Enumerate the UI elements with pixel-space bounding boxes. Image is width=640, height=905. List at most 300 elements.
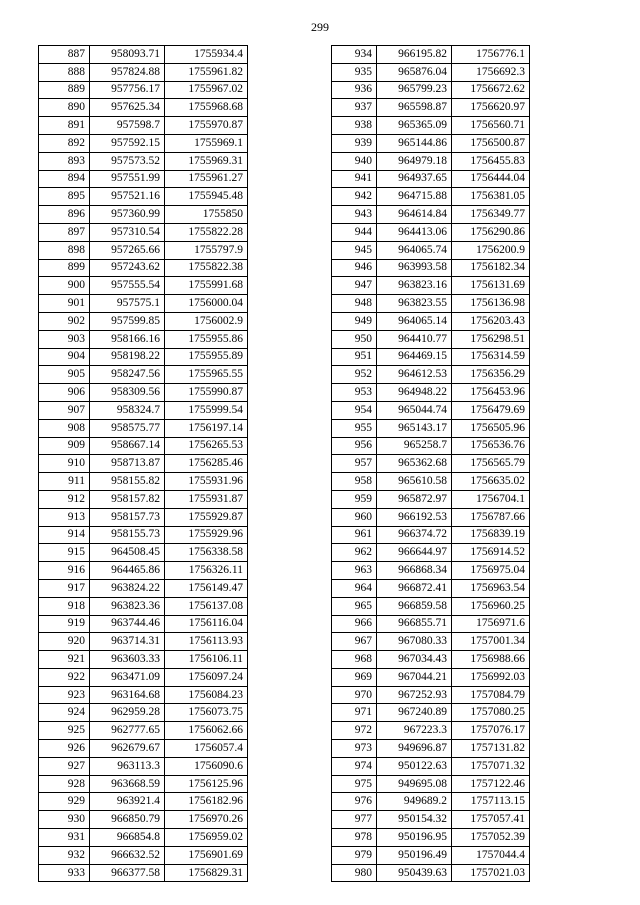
point-number-cell: 959 <box>332 490 377 508</box>
point-number-cell: 899 <box>39 259 90 277</box>
x-coordinate-cell: 966854.8 <box>90 829 165 847</box>
table-row <box>39 188 248 206</box>
table-row <box>39 757 248 775</box>
table-row <box>332 615 530 633</box>
y-coordinate-cell: 1756536.76 <box>452 437 530 455</box>
y-coordinate-cell: 1756106.11 <box>165 651 248 669</box>
x-coordinate-cell: 950439.63 <box>377 864 452 882</box>
x-coordinate-cell: 957310.54 <box>90 223 165 241</box>
y-coordinate-cell: 1756635.02 <box>452 473 530 491</box>
point-number-cell: 955 <box>332 419 377 437</box>
table-row <box>332 775 530 793</box>
point-number-cell: 917 <box>39 579 90 597</box>
table-row <box>332 348 530 366</box>
y-coordinate-cell: 1756326.11 <box>165 562 248 580</box>
table-row <box>39 846 248 864</box>
table-row <box>39 223 248 241</box>
point-number-cell: 939 <box>332 134 377 152</box>
x-coordinate-cell: 964612.53 <box>377 366 452 384</box>
table-row <box>332 259 530 277</box>
table-row <box>332 277 530 295</box>
coordinates-table-left <box>38 45 248 882</box>
y-coordinate-cell: 1755965.55 <box>165 366 248 384</box>
point-number-cell: 926 <box>39 740 90 758</box>
x-coordinate-cell: 958324.7 <box>90 401 165 419</box>
y-coordinate-cell: 1756002.9 <box>165 312 248 330</box>
point-number-cell: 938 <box>332 117 377 135</box>
table-row <box>332 223 530 241</box>
point-number-cell: 973 <box>332 740 377 758</box>
x-coordinate-cell: 963823.36 <box>90 597 165 615</box>
table-row <box>39 134 248 152</box>
y-coordinate-cell: 1755929.87 <box>165 508 248 526</box>
x-coordinate-cell: 950196.49 <box>377 846 452 864</box>
point-number-cell: 896 <box>39 206 90 224</box>
table-row <box>332 829 530 847</box>
x-coordinate-cell: 966377.58 <box>90 864 165 882</box>
point-number-cell: 933 <box>39 864 90 882</box>
x-coordinate-cell: 963714.31 <box>90 633 165 651</box>
table-row <box>332 490 530 508</box>
x-coordinate-cell: 965872.97 <box>377 490 452 508</box>
y-coordinate-cell: 1755822.28 <box>165 223 248 241</box>
table-row <box>39 63 248 81</box>
y-coordinate-cell: 1756125.96 <box>165 775 248 793</box>
y-coordinate-cell: 1755955.89 <box>165 348 248 366</box>
y-coordinate-cell: 1756314.59 <box>452 348 530 366</box>
x-coordinate-cell: 967080.33 <box>377 633 452 651</box>
point-number-cell: 954 <box>332 401 377 419</box>
y-coordinate-cell: 1756084.23 <box>165 686 248 704</box>
y-coordinate-cell: 1756097.24 <box>165 668 248 686</box>
point-number-cell: 930 <box>39 811 90 829</box>
table-row <box>39 579 248 597</box>
x-coordinate-cell: 964979.18 <box>377 152 452 170</box>
point-number-cell: 957 <box>332 455 377 473</box>
point-number-cell: 975 <box>332 775 377 793</box>
x-coordinate-cell: 958166.16 <box>90 330 165 348</box>
y-coordinate-cell: 1756787.66 <box>452 508 530 526</box>
table-row <box>39 544 248 562</box>
table-row <box>39 206 248 224</box>
y-coordinate-cell: 1756970.26 <box>165 811 248 829</box>
y-coordinate-cell: 1756381.05 <box>452 188 530 206</box>
table-row <box>332 811 530 829</box>
point-number-cell: 941 <box>332 170 377 188</box>
y-coordinate-cell: 1757131.82 <box>452 740 530 758</box>
y-coordinate-cell: 1755968.68 <box>165 99 248 117</box>
table-row <box>332 526 530 544</box>
y-coordinate-cell: 1757122.46 <box>452 775 530 793</box>
table-row <box>39 259 248 277</box>
y-coordinate-cell: 1755970.87 <box>165 117 248 135</box>
y-coordinate-cell: 1755945.48 <box>165 188 248 206</box>
x-coordinate-cell: 966632.52 <box>90 846 165 864</box>
table-row <box>332 241 530 259</box>
x-coordinate-cell: 966195.82 <box>377 46 452 64</box>
table-row <box>39 668 248 686</box>
point-number-cell: 944 <box>332 223 377 241</box>
x-coordinate-cell: 965876.04 <box>377 63 452 81</box>
y-coordinate-cell: 1757052.39 <box>452 829 530 847</box>
table-row <box>332 152 530 170</box>
x-coordinate-cell: 964413.06 <box>377 223 452 241</box>
y-coordinate-cell: 1756560.71 <box>452 117 530 135</box>
point-number-cell: 942 <box>332 188 377 206</box>
x-coordinate-cell: 966868.34 <box>377 562 452 580</box>
x-coordinate-cell: 963668.59 <box>90 775 165 793</box>
x-coordinate-cell: 958155.73 <box>90 526 165 544</box>
x-coordinate-cell: 958157.73 <box>90 508 165 526</box>
y-coordinate-cell: 1756073.75 <box>165 704 248 722</box>
y-coordinate-cell: 1756116.04 <box>165 615 248 633</box>
page-number: 299 <box>311 20 329 34</box>
table-row <box>332 312 530 330</box>
point-number-cell: 960 <box>332 508 377 526</box>
table-row <box>39 651 248 669</box>
table-row <box>332 864 530 882</box>
point-number-cell: 913 <box>39 508 90 526</box>
table-row <box>332 401 530 419</box>
point-number-cell: 971 <box>332 704 377 722</box>
point-number-cell: 900 <box>39 277 90 295</box>
x-coordinate-cell: 964465.86 <box>90 562 165 580</box>
point-number-cell: 966 <box>332 615 377 633</box>
x-coordinate-cell: 958198.22 <box>90 348 165 366</box>
point-number-cell: 972 <box>332 722 377 740</box>
table-row <box>332 46 530 64</box>
point-number-cell: 922 <box>39 668 90 686</box>
table-row <box>39 864 248 882</box>
table-row <box>39 366 248 384</box>
x-coordinate-cell: 957555.54 <box>90 277 165 295</box>
point-number-cell: 962 <box>332 544 377 562</box>
y-coordinate-cell: 1756453.96 <box>452 384 530 402</box>
x-coordinate-cell: 950196.95 <box>377 829 452 847</box>
point-number-cell: 961 <box>332 526 377 544</box>
x-coordinate-cell: 967240.89 <box>377 704 452 722</box>
point-number-cell: 951 <box>332 348 377 366</box>
point-number-cell: 923 <box>39 686 90 704</box>
x-coordinate-cell: 965799.23 <box>377 81 452 99</box>
table-row <box>332 366 530 384</box>
y-coordinate-cell: 1756692.3 <box>452 63 530 81</box>
x-coordinate-cell: 965362.68 <box>377 455 452 473</box>
y-coordinate-cell: 1757076.17 <box>452 722 530 740</box>
point-number-cell: 940 <box>332 152 377 170</box>
point-number-cell: 969 <box>332 668 377 686</box>
table-row <box>332 63 530 81</box>
table-row <box>39 99 248 117</box>
x-coordinate-cell: 965144.86 <box>377 134 452 152</box>
y-coordinate-cell: 1756182.96 <box>165 793 248 811</box>
y-coordinate-cell: 1756149.47 <box>165 579 248 597</box>
x-coordinate-cell: 963823.16 <box>377 277 452 295</box>
y-coordinate-cell: 1756136.98 <box>452 295 530 313</box>
y-coordinate-cell: 1755955.86 <box>165 330 248 348</box>
table-row <box>332 597 530 615</box>
point-number-cell: 904 <box>39 348 90 366</box>
x-coordinate-cell: 964937.65 <box>377 170 452 188</box>
point-number-cell: 964 <box>332 579 377 597</box>
table-row <box>39 277 248 295</box>
y-coordinate-cell: 1755990.87 <box>165 384 248 402</box>
point-number-cell: 963 <box>332 562 377 580</box>
point-number-cell: 979 <box>332 846 377 864</box>
y-coordinate-cell: 1756182.34 <box>452 259 530 277</box>
y-coordinate-cell: 1755969.1 <box>165 134 248 152</box>
point-number-cell: 929 <box>39 793 90 811</box>
point-number-cell: 934 <box>332 46 377 64</box>
x-coordinate-cell: 966192.53 <box>377 508 452 526</box>
y-coordinate-cell: 1756672.62 <box>452 81 530 99</box>
x-coordinate-cell: 958093.71 <box>90 46 165 64</box>
y-coordinate-cell: 1756298.51 <box>452 330 530 348</box>
y-coordinate-cell: 1756000.04 <box>165 295 248 313</box>
point-number-cell: 932 <box>39 846 90 864</box>
y-coordinate-cell: 1756338.58 <box>165 544 248 562</box>
x-coordinate-cell: 963471.09 <box>90 668 165 686</box>
y-coordinate-cell: 1755850 <box>165 206 248 224</box>
point-number-cell: 894 <box>39 170 90 188</box>
table-row <box>332 579 530 597</box>
point-number-cell: 911 <box>39 473 90 491</box>
y-coordinate-cell: 1755822.38 <box>165 259 248 277</box>
y-coordinate-cell: 1756776.1 <box>452 46 530 64</box>
table-row <box>39 312 248 330</box>
table-row <box>39 117 248 135</box>
y-coordinate-cell: 1755931.87 <box>165 490 248 508</box>
point-number-cell: 946 <box>332 259 377 277</box>
point-number-cell: 976 <box>332 793 377 811</box>
y-coordinate-cell: 1757080.25 <box>452 704 530 722</box>
y-coordinate-cell: 1756992.03 <box>452 668 530 686</box>
x-coordinate-cell: 963824.22 <box>90 579 165 597</box>
table-row <box>332 117 530 135</box>
table-row <box>332 99 530 117</box>
x-coordinate-cell: 965598.87 <box>377 99 452 117</box>
coordinates-table-right <box>331 45 530 882</box>
x-coordinate-cell: 967044.21 <box>377 668 452 686</box>
y-coordinate-cell: 1756113.93 <box>165 633 248 651</box>
point-number-cell: 892 <box>39 134 90 152</box>
x-coordinate-cell: 963113.3 <box>90 757 165 775</box>
x-coordinate-cell: 965044.74 <box>377 401 452 419</box>
point-number-cell: 889 <box>39 81 90 99</box>
y-coordinate-cell: 1756565.79 <box>452 455 530 473</box>
y-coordinate-cell: 1756197.14 <box>165 419 248 437</box>
x-coordinate-cell: 963993.58 <box>377 259 452 277</box>
table-row <box>39 526 248 544</box>
x-coordinate-cell: 957599.85 <box>90 312 165 330</box>
point-number-cell: 897 <box>39 223 90 241</box>
table-row <box>39 615 248 633</box>
table-row <box>39 829 248 847</box>
table-row <box>332 740 530 758</box>
point-number-cell: 887 <box>39 46 90 64</box>
table-row <box>332 846 530 864</box>
x-coordinate-cell: 965365.09 <box>377 117 452 135</box>
point-number-cell: 890 <box>39 99 90 117</box>
x-coordinate-cell: 957521.16 <box>90 188 165 206</box>
y-coordinate-cell: 1757071.32 <box>452 757 530 775</box>
table-row <box>39 170 248 188</box>
y-coordinate-cell: 1757084.79 <box>452 686 530 704</box>
table-row <box>39 401 248 419</box>
x-coordinate-cell: 963164.68 <box>90 686 165 704</box>
table-row <box>332 419 530 437</box>
point-number-cell: 916 <box>39 562 90 580</box>
point-number-cell: 921 <box>39 651 90 669</box>
point-number-cell: 948 <box>332 295 377 313</box>
x-coordinate-cell: 966644.97 <box>377 544 452 562</box>
point-number-cell: 908 <box>39 419 90 437</box>
point-number-cell: 891 <box>39 117 90 135</box>
point-number-cell: 945 <box>332 241 377 259</box>
point-number-cell: 928 <box>39 775 90 793</box>
table-row <box>39 722 248 740</box>
y-coordinate-cell: 1755934.4 <box>165 46 248 64</box>
y-coordinate-cell: 1756829.31 <box>165 864 248 882</box>
table-row <box>39 775 248 793</box>
x-coordinate-cell: 958155.82 <box>90 473 165 491</box>
table-row <box>332 633 530 651</box>
point-number-cell: 965 <box>332 597 377 615</box>
table-row <box>39 241 248 259</box>
point-number-cell: 956 <box>332 437 377 455</box>
x-coordinate-cell: 958575.77 <box>90 419 165 437</box>
x-coordinate-cell: 966850.79 <box>90 811 165 829</box>
table-row <box>39 384 248 402</box>
y-coordinate-cell: 1756704.1 <box>452 490 530 508</box>
y-coordinate-cell: 1756914.52 <box>452 544 530 562</box>
table-row <box>39 295 248 313</box>
y-coordinate-cell: 1757057.41 <box>452 811 530 829</box>
point-number-cell: 915 <box>39 544 90 562</box>
point-number-cell: 936 <box>332 81 377 99</box>
x-coordinate-cell: 965258.7 <box>377 437 452 455</box>
x-coordinate-cell: 957551.99 <box>90 170 165 188</box>
table-row <box>39 740 248 758</box>
y-coordinate-cell: 1756479.69 <box>452 401 530 419</box>
table-row <box>332 384 530 402</box>
y-coordinate-cell: 1757001.34 <box>452 633 530 651</box>
table-row <box>332 473 530 491</box>
y-coordinate-cell: 1757021.03 <box>452 864 530 882</box>
x-coordinate-cell: 967034.43 <box>377 651 452 669</box>
y-coordinate-cell: 1756975.04 <box>452 562 530 580</box>
x-coordinate-cell: 967223.3 <box>377 722 452 740</box>
y-coordinate-cell: 1756960.25 <box>452 597 530 615</box>
x-coordinate-cell: 957575.1 <box>90 295 165 313</box>
table-row <box>39 562 248 580</box>
x-coordinate-cell: 966374.72 <box>377 526 452 544</box>
table-row <box>332 330 530 348</box>
x-coordinate-cell: 949689.2 <box>377 793 452 811</box>
point-number-cell: 949 <box>332 312 377 330</box>
y-coordinate-cell: 1755999.54 <box>165 401 248 419</box>
x-coordinate-cell: 958247.56 <box>90 366 165 384</box>
y-coordinate-cell: 1756057.4 <box>165 740 248 758</box>
x-coordinate-cell: 963744.46 <box>90 615 165 633</box>
table-row <box>332 686 530 704</box>
y-coordinate-cell: 1755929.96 <box>165 526 248 544</box>
y-coordinate-cell: 1756500.87 <box>452 134 530 152</box>
point-number-cell: 914 <box>39 526 90 544</box>
table-row <box>332 544 530 562</box>
point-number-cell: 980 <box>332 864 377 882</box>
x-coordinate-cell: 949695.08 <box>377 775 452 793</box>
x-coordinate-cell: 962679.67 <box>90 740 165 758</box>
point-number-cell: 953 <box>332 384 377 402</box>
x-coordinate-cell: 964065.74 <box>377 241 452 259</box>
point-number-cell: 902 <box>39 312 90 330</box>
point-number-cell: 977 <box>332 811 377 829</box>
table-row <box>332 437 530 455</box>
point-number-cell: 901 <box>39 295 90 313</box>
x-coordinate-cell: 963603.33 <box>90 651 165 669</box>
y-coordinate-cell: 1756356.29 <box>452 366 530 384</box>
y-coordinate-cell: 1756062.66 <box>165 722 248 740</box>
y-coordinate-cell: 1755967.02 <box>165 81 248 99</box>
x-coordinate-cell: 966859.58 <box>377 597 452 615</box>
x-coordinate-cell: 964614.84 <box>377 206 452 224</box>
table-row <box>39 811 248 829</box>
table-row <box>332 757 530 775</box>
x-coordinate-cell: 964715.88 <box>377 188 452 206</box>
table-row <box>39 633 248 651</box>
point-number-cell: 898 <box>39 241 90 259</box>
table-row <box>332 188 530 206</box>
x-coordinate-cell: 966855.71 <box>377 615 452 633</box>
x-coordinate-cell: 957592.15 <box>90 134 165 152</box>
y-coordinate-cell: 1757044.4 <box>452 846 530 864</box>
table-row <box>332 668 530 686</box>
point-number-cell: 970 <box>332 686 377 704</box>
x-coordinate-cell: 964508.45 <box>90 544 165 562</box>
table-row <box>332 562 530 580</box>
table-row <box>332 170 530 188</box>
point-number-cell: 950 <box>332 330 377 348</box>
x-coordinate-cell: 966872.41 <box>377 579 452 597</box>
point-number-cell: 968 <box>332 651 377 669</box>
x-coordinate-cell: 957243.62 <box>90 259 165 277</box>
point-number-cell: 912 <box>39 490 90 508</box>
table-row <box>39 81 248 99</box>
x-coordinate-cell: 949696.87 <box>377 740 452 758</box>
point-number-cell: 919 <box>39 615 90 633</box>
point-number-cell: 888 <box>39 63 90 81</box>
y-coordinate-cell: 1756839.19 <box>452 526 530 544</box>
x-coordinate-cell: 957824.88 <box>90 63 165 81</box>
x-coordinate-cell: 962777.65 <box>90 722 165 740</box>
y-coordinate-cell: 1755991.68 <box>165 277 248 295</box>
table-row <box>39 46 248 64</box>
point-number-cell: 974 <box>332 757 377 775</box>
table-row <box>332 134 530 152</box>
x-coordinate-cell: 957265.66 <box>90 241 165 259</box>
point-number-cell: 943 <box>332 206 377 224</box>
x-coordinate-cell: 965143.17 <box>377 419 452 437</box>
y-coordinate-cell: 1756988.66 <box>452 651 530 669</box>
table-row <box>39 152 248 170</box>
table-row <box>332 455 530 473</box>
table-row <box>332 651 530 669</box>
point-number-cell: 978 <box>332 829 377 847</box>
x-coordinate-cell: 957625.34 <box>90 99 165 117</box>
y-coordinate-cell: 1756455.83 <box>452 152 530 170</box>
x-coordinate-cell: 958713.87 <box>90 455 165 473</box>
